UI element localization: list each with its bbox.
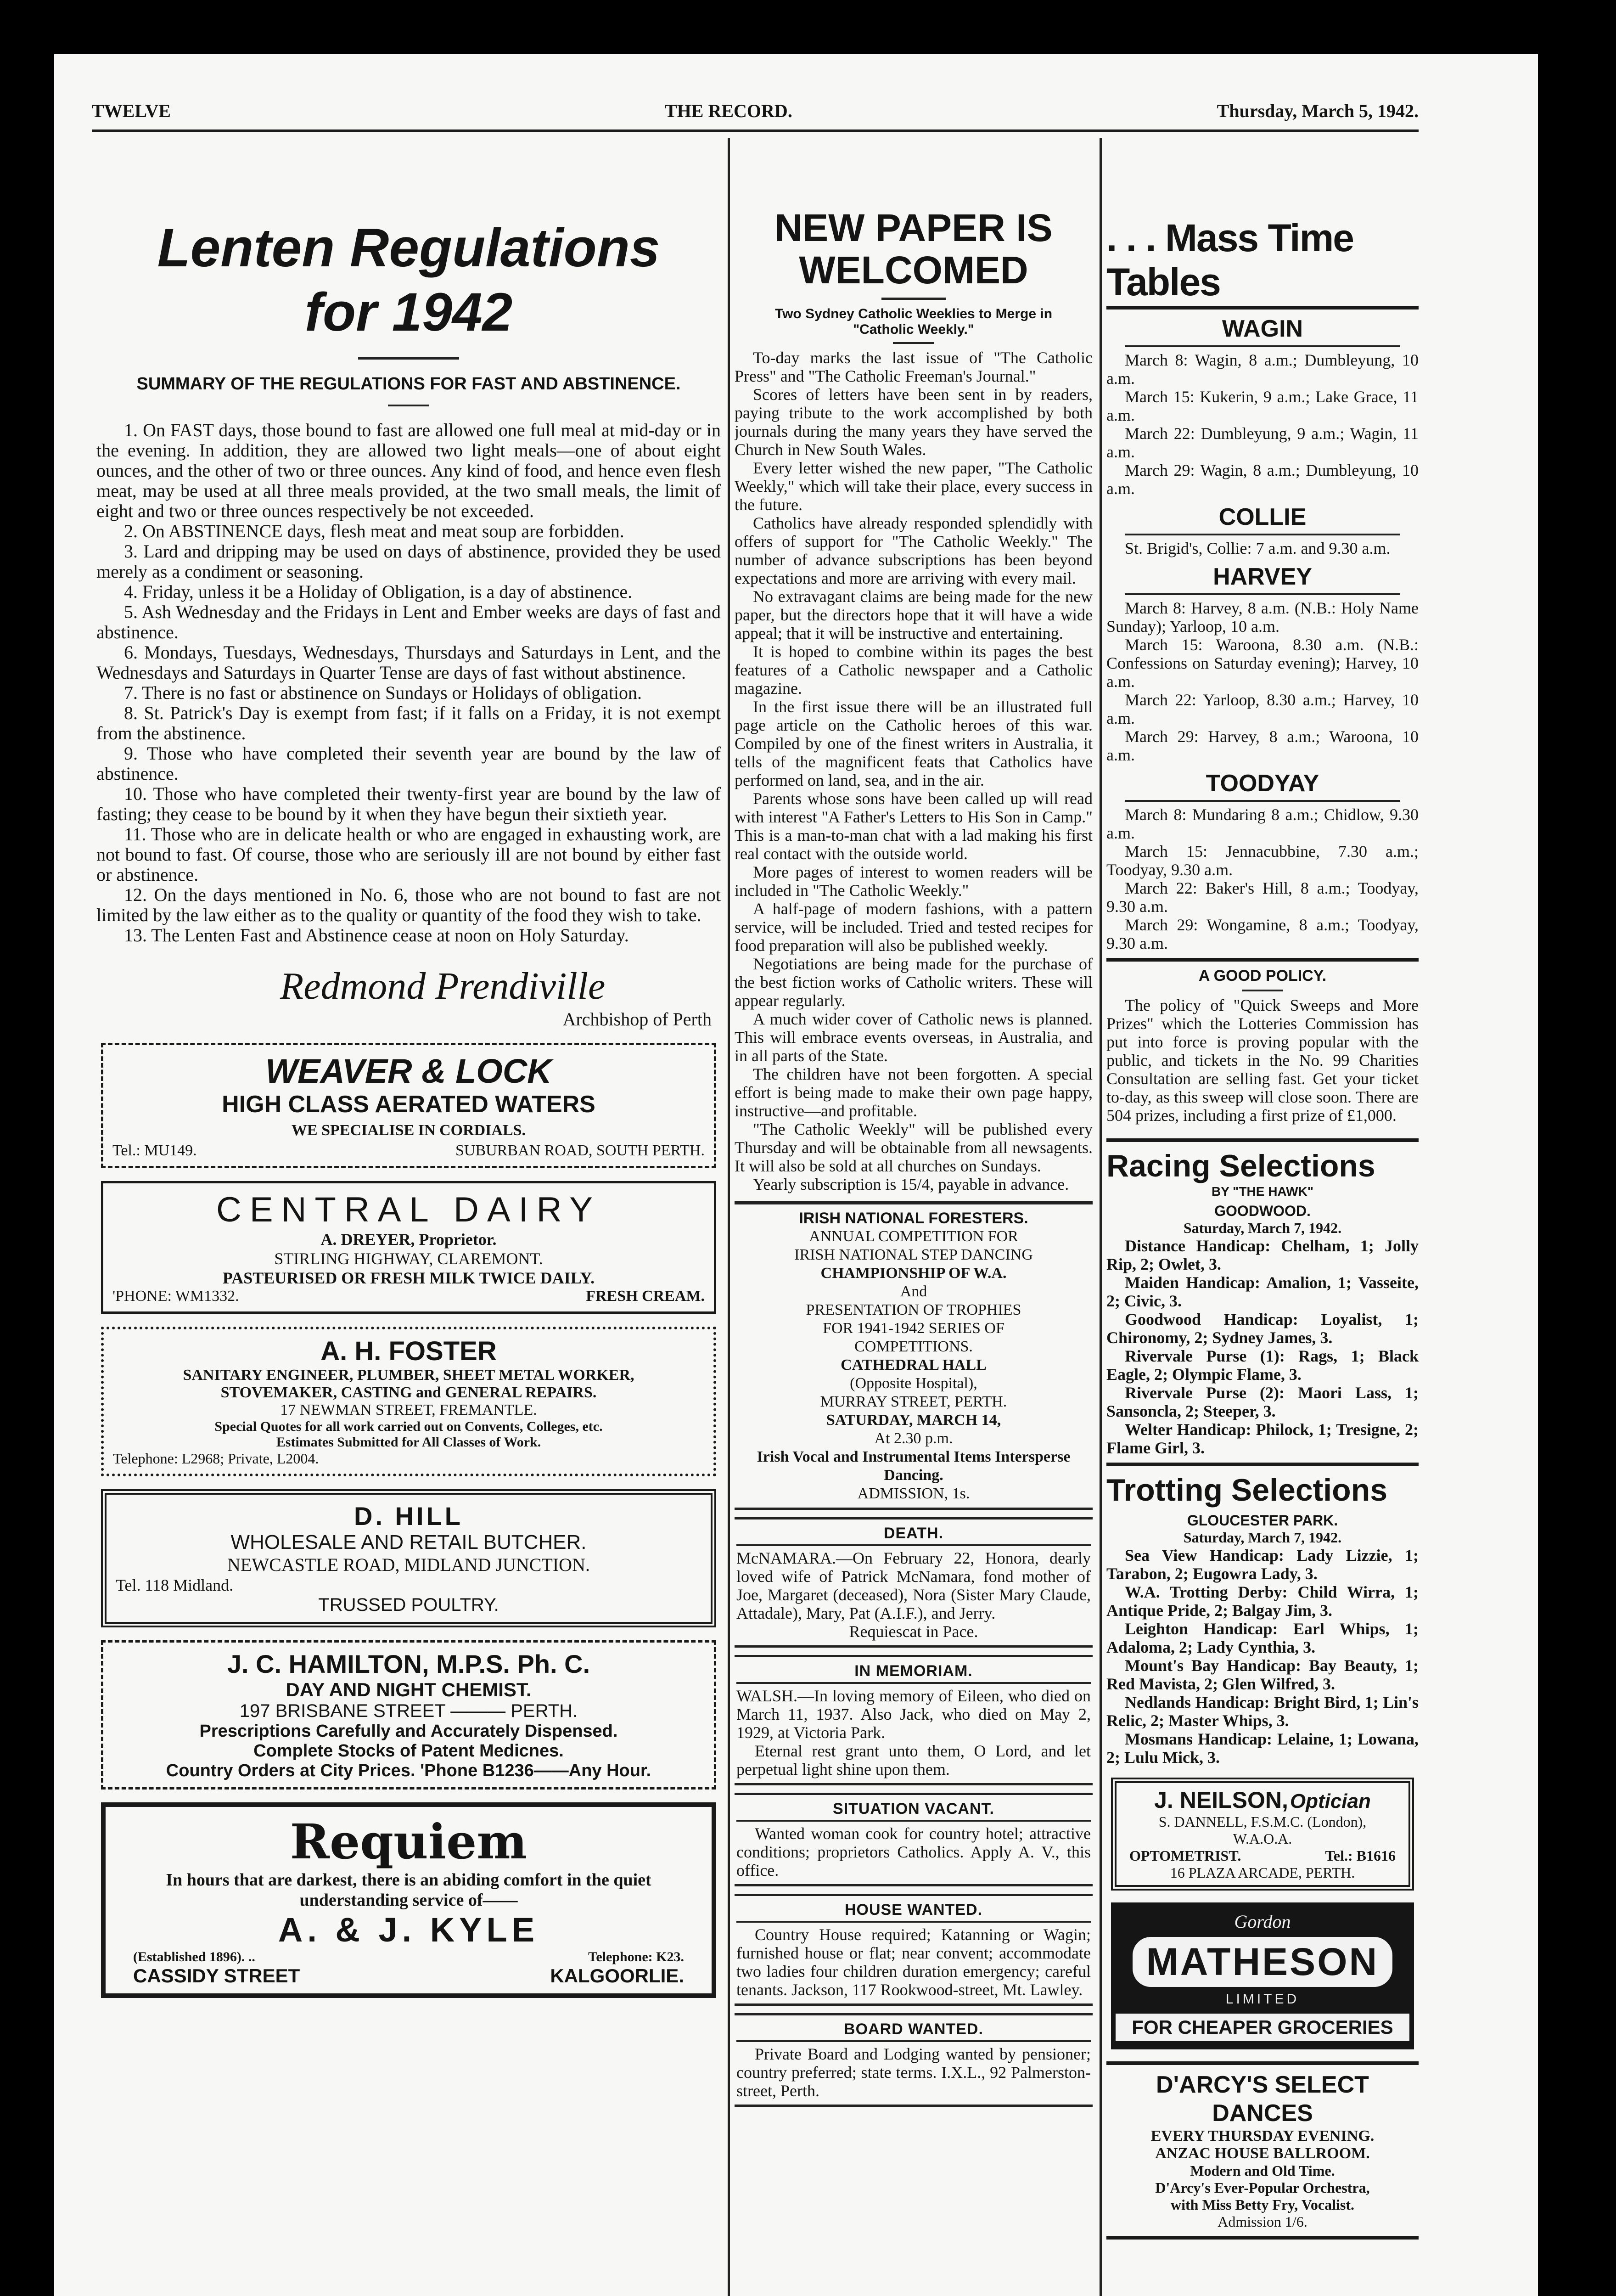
mass-entry: March 22: Dumbleyung, 9 a.m.; Wagin, 11 a.m.	[1106, 424, 1419, 461]
racing-item: Rivervale Purse (2): Maori Lass, 1; Sansoncla, 2; Steeper, 3.	[1106, 1384, 1419, 1420]
ad-tel: Tel.: B1616	[1325, 1847, 1396, 1864]
notice-text: McNAMARA.—On February 22, Honora, dearly loved wife of Patrick McNamara, fond mother of Joe, Margaret (deceased), Nora (Sister Mary Claude, Attadale), Mary, Pat (A.I.F.), and Jerry.	[736, 1549, 1091, 1622]
ad-line: HIGH CLASS AERATED WATERS	[222, 1091, 595, 1118]
ad-line: Estimates Submitted for All Classes of Work.	[276, 1435, 541, 1450]
ad-line: Prescriptions Carefully and Accurately Dispensed.	[199, 1722, 618, 1741]
divider	[1125, 800, 1400, 802]
policy-text: The policy of "Quick Sweeps and More Prizes" which the Lotteries Commission has put into force is proving popular with the public, and tickets in the No. 99 Charities Consultation are selling fast. Get your ticket to-day, as this sweep will close soon. There are 504 prizes, including a first prize of £1,000.	[1106, 996, 1419, 1125]
divider	[358, 357, 459, 360]
ad-tel: Tel.: MU149.	[112, 1142, 197, 1159]
divider	[1242, 990, 1283, 991]
lenten-subtitle: SUMMARY OF THE REGULATIONS FOR FAST AND ABSTINENCE.	[136, 374, 681, 394]
trotting-item: Nedlands Handicap: Bright Bird, 1; Lin's Relic, 2; Master Whips, 3.	[1106, 1693, 1419, 1730]
trotting-item: W.A. Trotting Derby: Child Wirra, 1; Antique Pride, 2; Balgay Jim, 3.	[1106, 1583, 1419, 1620]
right-column	[1106, 138, 1419, 2296]
policy-heading: A GOOD POLICY.	[1198, 967, 1327, 985]
divider	[1106, 1138, 1419, 1142]
racing-item: Maiden Handicap: Amalion, 1; Vasseite, 2; Civic, 3.	[1106, 1273, 1419, 1310]
lenten-title-line1: Lenten Regulations	[157, 218, 660, 278]
notice-line: CATHEDRAL HALL	[841, 1356, 987, 1373]
ad-foster	[101, 1327, 716, 1476]
foresters-notice	[735, 1201, 1093, 1510]
ad-line: WE SPECIALISE IN CORDIALS.	[291, 1122, 526, 1139]
newpaper-subtitle: Two Sydney Catholic Weeklies to Merge in "Catholic Weekly."	[774, 306, 1053, 337]
lenten-rule: 9. Those who have completed their seventh year are bound by the law of abstinence.	[96, 743, 721, 784]
notice-line: COMPETITIONS.	[854, 1338, 973, 1355]
left-column	[96, 138, 721, 2296]
divider	[1106, 1463, 1419, 1466]
dances-line: Admission 1/6.	[1218, 2213, 1307, 2230]
ad-line: W.A.O.A.	[1233, 1830, 1292, 1847]
mass-entries	[1106, 351, 1419, 498]
ad-line: Complete Stocks of Patent Medicnes.	[253, 1741, 564, 1761]
mass-town-heading: COLLIE	[1218, 504, 1307, 530]
mass-title: . . . Mass Time Tables	[1106, 216, 1354, 304]
article-paragraph: The children have not been forgotten. A special effort is being made to make their own page happy, instructive—and profitable.	[735, 1065, 1093, 1120]
column-divider	[728, 138, 730, 2296]
article-paragraph: It is hoped to combine within its pages the best features of a Catholic newspaper and a Catholic magazine.	[735, 642, 1093, 698]
mass-entry: March 15: Kukerin, 9 a.m.; Lake Grace, 11 a.m.	[1106, 388, 1419, 424]
notice-line: And	[900, 1283, 927, 1300]
situation-notice	[735, 1793, 1093, 1886]
mass-entry: March 29: Harvey, 8 a.m.; Waroona, 10 a.m.	[1106, 727, 1419, 764]
notice-line: ANNUAL COMPETITION FOR	[809, 1228, 1018, 1245]
dances-line: with Miss Betty Fry, Vocalist.	[1171, 2196, 1354, 2213]
mass-entry: March 22: Baker's Hill, 8 a.m.; Toodyay, 9.30 a.m.	[1106, 879, 1419, 916]
notice-line: Irish Vocal and Instrumental Items Intersperse Dancing.	[757, 1448, 1071, 1484]
ad-line: Country Orders at City Prices. 'Phone B1236——Any Hour.	[166, 1761, 651, 1780]
ad-line: WHOLESALE AND RETAIL BUTCHER.	[230, 1531, 587, 1553]
archbishop-signature: Redmond Prendiville	[280, 965, 606, 1007]
article-paragraph: No extravagant claims are being made for the new paper, but the directors hope that it will have a wide appeal; that it will be instructive and entertaining.	[735, 587, 1093, 642]
lenten-rule: 4. Friday, unless it be a Holiday of Obligation, is a day of abstinence.	[124, 581, 633, 602]
notice-line: MURRAY STREET, PERTH.	[820, 1393, 1007, 1410]
mass-town-heading: WAGIN	[1222, 315, 1303, 342]
house-notice	[735, 1894, 1093, 2006]
lenten-rule: 8. St. Patrick's Day is exempt from fast; if it falls on a Friday, it is not exempt from the abstinence.	[96, 703, 721, 743]
ad-address: 16 PLAZA ARCADE, PERTH.	[1170, 1864, 1355, 1881]
racing-item: Welter Handicap: Philock, 1; Tresigne, 2; Flame Girl, 3.	[1106, 1420, 1419, 1457]
article-paragraph: Parents whose sons have been called up will read with interest "A Father's Letters to His Son in Camp." This is a man-to-man chat with a lad making his first real contact with the outside world.	[735, 789, 1093, 863]
lenten-rule: 12. On the days mentioned in No. 6, those who are not bound to fast are not limited by the law either as to the quality or quantity of the food they wish to take.	[96, 884, 721, 925]
section-heading: IN MEMORIAM.	[736, 1662, 1091, 1684]
racing-venue: GOODWOOD.	[1214, 1203, 1311, 1219]
mass-entries	[1106, 539, 1419, 557]
middle-column	[735, 138, 1093, 2296]
mass-town-heading: TOODYAY	[1206, 770, 1319, 797]
ad-tel: Telephone: K23.	[588, 1949, 684, 1964]
ad-name: A. & J. KYLE	[278, 1911, 539, 1949]
mass-entry: March 15: Waroona, 8.30 a.m. (N.B.: Confessions on Saturday evening); Harvey, 10 a.m.	[1106, 636, 1419, 691]
divider	[1106, 2061, 1419, 2065]
mass-entry: March 22: Yarloop, 8.30 a.m.; Harvey, 10 a.m.	[1106, 691, 1419, 727]
lenten-rule: 13. The Lenten Fast and Abstinence cease at noon on Holy Saturday.	[124, 925, 629, 945]
notice-title: IRISH NATIONAL FORESTERS.	[799, 1210, 1028, 1227]
logo-script: Gordon	[1234, 1911, 1291, 1932]
ad-line: SANITARY ENGINEER, PLUMBER, SHEET METAL WORKER,	[183, 1367, 634, 1384]
notice-text: Eternal rest grant unto them, O Lord, and let perpetual light shine upon them.	[736, 1742, 1091, 1778]
divider	[1106, 2236, 1419, 2240]
article-paragraph: Every letter wished the new paper, "The Catholic Weekly," which will take their place, every success in the future.	[735, 459, 1093, 514]
lenten-rule: 2. On ABSTINENCE days, flesh meat and meat soup are forbidden.	[124, 521, 624, 541]
notice-line: IRISH NATIONAL STEP DANCING	[794, 1246, 1033, 1263]
memoriam-notice	[735, 1655, 1093, 1785]
notice-text: Country House required; Katanning or Wagin; furnished house or flat; near convent; accommodate two ladies four children duration emergency; careful tenants. Jackson, 117 Rookwood-street, Mt. Lawley.	[736, 1925, 1091, 1999]
racing-item: Goodwood Handicap: Loyalist, 1; Chironomy, 2; Sydney James, 3.	[1106, 1310, 1419, 1347]
ad-title: Optician	[1290, 1790, 1371, 1812]
notice-text: Wanted woman cook for country hotel; attractive conditions; proprietors Catholics. Apply A. V., this office.	[736, 1824, 1091, 1880]
trotting-item: Sea View Handicap: Lady Lizzie, 1; Tarabon, 2; Eugowra Lady, 3.	[1106, 1546, 1419, 1583]
section-heading: HOUSE WANTED.	[736, 1901, 1091, 1923]
board-notice	[735, 2013, 1093, 2107]
ad-title: J. C. HAMILTON, M.P.S. Ph. C.	[227, 1649, 590, 1678]
page-number: TWELVE	[92, 101, 171, 121]
racing-list	[1106, 1237, 1419, 1457]
racing-title: Racing Selections	[1106, 1148, 1375, 1183]
racing-byline: BY "THE HAWK"	[1211, 1184, 1314, 1199]
lenten-title	[96, 216, 721, 344]
column-divider	[1100, 138, 1102, 2296]
ad-weaver-lock	[101, 1043, 716, 1168]
lenten-rule: 10. Those who have completed their twenty-first year are bound by the law of fasting; they cease to be bound by it when they have begun their sixtieth year.	[96, 783, 721, 824]
ad-line: FRESH CREAM.	[586, 1288, 705, 1305]
ad-line: DAY AND NIGHT CHEMIST.	[286, 1679, 532, 1700]
racing-item: Distance Handicap: Chelham, 1; Jolly Rip, 2; Owlet, 3.	[1106, 1237, 1419, 1273]
section-heading: BOARD WANTED.	[736, 2020, 1091, 2042]
ad-line: Special Quotes for all work carried out on Convents, Colleges, etc.	[214, 1419, 603, 1434]
racing-date: Saturday, March 7, 1942.	[1183, 1220, 1342, 1236]
newpaper-title: NEW PAPER IS WELCOMED	[774, 206, 1053, 292]
ad-title: WEAVER & LOCK	[265, 1052, 552, 1090]
article-paragraph: A much wider cover of Catholic news is planned. This will embrace events overseas, in Australia, and in all parts of the State.	[735, 1010, 1093, 1065]
dances-line: Modern and Old Time.	[1190, 2162, 1335, 2179]
dances-line: D'Arcy's Ever-Popular Orchestra,	[1155, 2179, 1370, 2196]
article-paragraph: Yearly subscription is 15/4, payable in advance.	[753, 1175, 1069, 1193]
mass-timetables	[1106, 315, 1419, 952]
lenten-title-line2: for 1942	[304, 282, 513, 343]
dances-line: ANZAC HOUSE BALLROOM.	[1155, 2145, 1370, 2162]
ad-line: A. DREYER, Proprietor.	[320, 1230, 497, 1249]
divider	[1106, 306, 1419, 310]
mass-entry: March 29: Wongamine, 8 a.m.; Toodyay, 9.30 a.m.	[1106, 916, 1419, 952]
ad-title: D. HILL	[354, 1502, 463, 1531]
ad-line: PASTEURISED OR FRESH MILK TWICE DAILY.	[222, 1269, 595, 1287]
divider	[1125, 345, 1400, 347]
ad-line: S. DANNELL, F.S.M.C. (London),	[1158, 1813, 1367, 1830]
mass-entry: March 29: Wagin, 8 a.m.; Dumbleyung, 10 a.m.	[1106, 461, 1419, 498]
ad-title: CENTRAL DAIRY	[216, 1190, 601, 1229]
ad-neilson	[1111, 1778, 1414, 1891]
notice-line: SATURDAY, MARCH 14,	[826, 1412, 1001, 1429]
divider	[1106, 958, 1419, 962]
article-paragraph: To-day marks the last issue of "The Catholic Press" and "The Catholic Freeman's Journal."	[735, 349, 1093, 385]
ad-phone: 'PHONE: WM1332.	[112, 1288, 239, 1305]
trotting-item: Mount's Bay Handicap: Bay Beauty, 1; Red Mavista, 2; Glen Wilfred, 3.	[1106, 1656, 1419, 1693]
header-rule	[92, 129, 1419, 132]
ad-matheson-logo	[1111, 1902, 1414, 2049]
page-header	[92, 100, 1419, 128]
trotting-item: Leighton Handicap: Earl Whips, 1; Adaloma, 2; Lady Cynthia, 3.	[1106, 1620, 1419, 1656]
notice-line: CHAMPIONSHIP OF W.A.	[820, 1265, 1007, 1282]
lenten-rule: 7. There is no fast or abstinence on Sundays or Holidays of obligation.	[124, 682, 642, 703]
masthead: THE RECORD.	[665, 101, 792, 121]
divider	[881, 298, 946, 300]
ad-address: 197 BRISBANE STREET ——— PERTH.	[239, 1701, 578, 1721]
lenten-rules	[96, 420, 721, 945]
ad-hamilton	[101, 1640, 716, 1790]
lenten-rule: 5. Ash Wednesday and the Fridays in Lent and Ember weeks are days of fast and abstinence.	[96, 602, 721, 642]
ad-address: STIRLING HIGHWAY, CLAREMONT.	[274, 1249, 543, 1268]
ad-kyle	[101, 1802, 716, 1998]
article-paragraph: More pages of interest to women readers will be included in "The Catholic Weekly."	[735, 863, 1093, 900]
issue-date: Thursday, March 5, 1942.	[1217, 101, 1419, 121]
ad-line: TRUSSED POULTRY.	[318, 1595, 499, 1615]
trotting-item: Mosmans Handicap: Lelaine, 1; Lowana, 2; Lulu Mick, 3.	[1106, 1730, 1419, 1767]
article-paragraph: Catholics have already responded splendidly with offers of support for "The Catholic Weekly." The number of advance subscriptions has been beyond expectations and more are arriving with every mail.	[735, 514, 1093, 587]
lenten-rule: 1. On FAST days, those bound to fast are allowed one full meal at mid-day or in the evening. In addition, they are allowed two light meals—one of about eight ounces, and the other of two or three ounces. Any kind of food, and hence even flesh meat, may be used at all three meals provided, at the two small meals, the limit of eight and two or three ounces respectively be not exceeded.	[96, 420, 721, 521]
trotting-date: Saturday, March 7, 1942.	[1183, 1529, 1342, 1546]
trotting-venue: GLOUCESTER PARK.	[1187, 1512, 1338, 1529]
article-paragraph: "The Catholic Weekly" will be published every Thursday and will be obtainable from all newsagents. It will also be sold at all churches on Sundays.	[735, 1120, 1093, 1175]
mass-entries	[1106, 805, 1419, 952]
logo-slogan: FOR CHEAPER GROCERIES	[1116, 2014, 1409, 2041]
mass-entries	[1106, 599, 1419, 764]
article-paragraph: Negotiations are being made for the purchase of the best fiction works of Catholic writers. These will appear regularly.	[735, 955, 1093, 1010]
ad-line: OPTOMETRIST.	[1129, 1847, 1241, 1864]
ad-title: Requiem	[290, 1813, 527, 1870]
ad-line: (Established 1896). ..	[133, 1949, 255, 1964]
ad-title: J. NEILSON,	[1154, 1787, 1288, 1813]
ad-hill	[101, 1489, 716, 1627]
notice-line: At 2.30 p.m.	[874, 1430, 953, 1447]
ad-title: A. H. FOSTER	[320, 1336, 497, 1366]
notice-line: PRESENTATION OF TROPHIES	[806, 1301, 1021, 1318]
ad-central-dairy	[101, 1181, 716, 1314]
article-paragraph: In the first issue there will be an illustrated full page article on the Catholic heroes of this war. Compiled by one of the finest writers in Australia, it tells of the magnificent feats that Catholics have performed on land, sea, and in the air.	[735, 698, 1093, 789]
mass-entry: March 15: Jennacubbine, 7.30 a.m.; Toodyay, 9.30 a.m.	[1106, 842, 1419, 879]
mass-entry: March 8: Wagin, 8 a.m.; Dumbleyung, 10 a.m.	[1106, 351, 1419, 388]
ad-tel: Tel. 118 Midland.	[116, 1576, 234, 1594]
notice-line: (Opposite Hospital),	[850, 1375, 977, 1392]
newpaper-body	[735, 349, 1093, 1193]
dances-title: D'ARCY'S SELECT DANCES	[1156, 2071, 1369, 2127]
death-notice	[735, 1517, 1093, 1648]
ad-line: In hours that are darkest, there is an abiding comfort in the quiet understanding service of——	[166, 1870, 651, 1910]
notice-text: Requiescat in Pace.	[849, 1622, 978, 1641]
lenten-rule: 6. Mondays, Tuesdays, Wednesdays, Thursdays and Saturdays in Lent, and the Wednesdays and Saturdays in Quarter Tense are days of fast without abstinence.	[96, 642, 721, 683]
trotting-list	[1106, 1546, 1419, 1767]
notice-line: ADMISSION, 1s.	[857, 1485, 970, 1502]
ad-line: STOVEMAKER, CASTING and GENERAL REPAIRS.	[220, 1384, 597, 1401]
divider	[893, 342, 934, 344]
trotting-title: Trotting Selections	[1106, 1473, 1388, 1508]
logo-limited: LIMITED	[1225, 1992, 1300, 2007]
divider	[388, 405, 429, 406]
lenten-rule: 11. Those who are in delicate health or who are engaged in exhausting work, are not bound to fast. Of course, those who are seriously ill are not bound by either fast or abstinence.	[96, 824, 721, 885]
divider	[1125, 534, 1400, 535]
ad-address: NEWCASTLE ROAD, MIDLAND JUNCTION.	[227, 1554, 590, 1575]
logo-name: MATHESON	[1133, 1937, 1392, 1987]
notice-text: WALSH.—In loving memory of Eileen, who died on March 11, 1937. Also Jack, who died on May 2, 1929, at Victoria Park.	[736, 1687, 1091, 1742]
mass-entry: March 8: Harvey, 8 a.m. (N.B.: Holy Name Sunday); Yarloop, 10 a.m.	[1106, 599, 1419, 636]
signature-caption: Archbishop of Perth	[562, 1009, 712, 1030]
mass-entry: St. Brigid's, Collie: 7 a.m. and 9.30 a.m.	[1125, 539, 1391, 557]
lenten-rule: 3. Lard and dripping may be used on days of abstinence, provided they be used merely as a condiment or seasoning.	[96, 541, 721, 582]
mass-town-heading: HARVEY	[1213, 563, 1312, 590]
article-paragraph: Scores of letters have been sent in by readers, paying tribute to the work accomplished by both journals during the many years they have served the Church in New South Wales.	[735, 385, 1093, 459]
ad-tel: Telephone: L2968; Private, L2004.	[113, 1450, 319, 1467]
racing-item: Rivervale Purse (1): Rags, 1; Black Eagle, 2; Olympic Flame, 3.	[1106, 1347, 1419, 1384]
ad-address: CASSIDY STREET	[133, 1965, 300, 1986]
section-heading: SITUATION VACANT.	[736, 1800, 1091, 1822]
dances-line: EVERY THURSDAY EVENING.	[1150, 2127, 1375, 2144]
article-paragraph: A half-page of modern fashions, with a pattern service, will be included. Tried and tested recipes for food preparation will also be published weekly.	[735, 900, 1093, 955]
divider	[1125, 593, 1400, 595]
notice-text: Private Board and Lodging wanted by pensioner; country preferred; state terms. I.X.L., 92 Palmerston-street, Perth.	[736, 2045, 1091, 2100]
ad-address: SUBURBAN ROAD, SOUTH PERTH.	[455, 1142, 705, 1159]
ad-address: 17 NEWMAN STREET, FREMANTLE.	[280, 1401, 537, 1418]
section-heading: DEATH.	[736, 1524, 1091, 1546]
notice-line: FOR 1941-1942 SERIES OF	[823, 1320, 1004, 1337]
mass-entry: March 8: Mundaring 8 a.m.; Chidlow, 9.30 a.m.	[1106, 805, 1419, 842]
ad-town: KALGOORLIE.	[550, 1965, 684, 1986]
